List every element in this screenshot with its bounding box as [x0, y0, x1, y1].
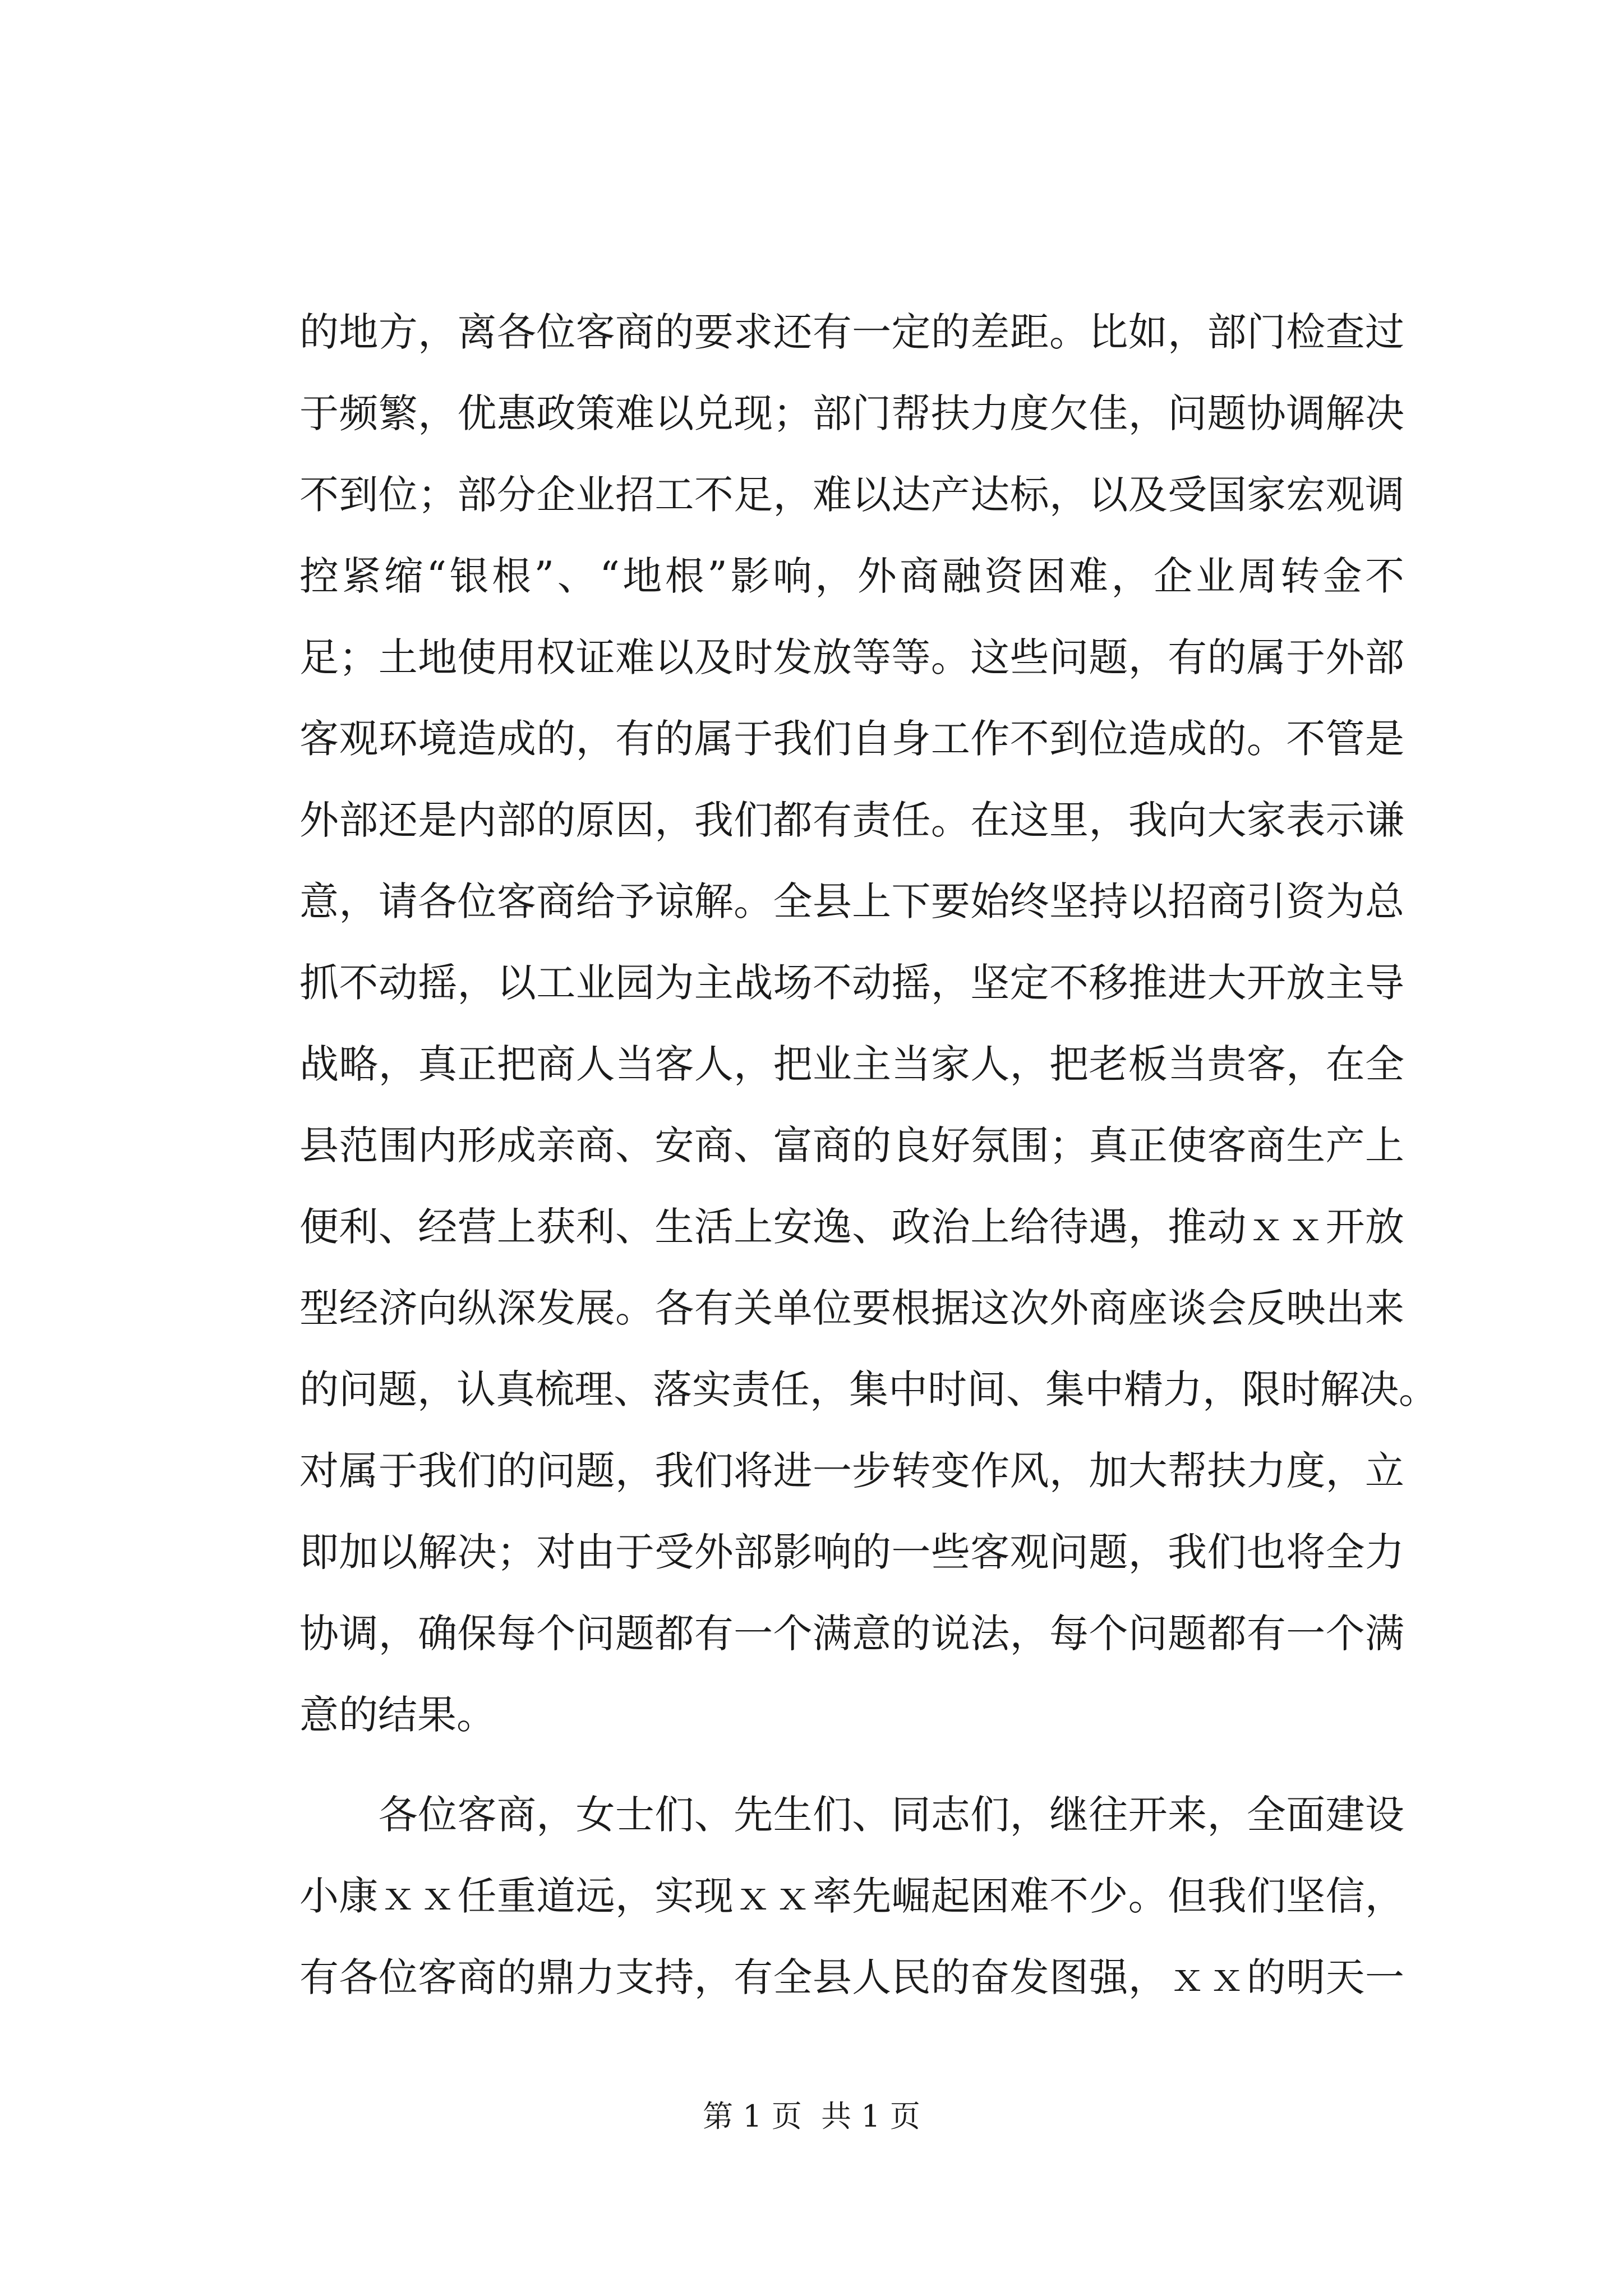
text-line: 型经济向纵深发展。各有关单位要根据这次外商座谈会反映出来 — [299, 1285, 1404, 1331]
text-line: 战略，真正把商人当客人，把业主当家人，把老板当贵客，在全 — [299, 1041, 1404, 1087]
paragraph — [299, 292, 1438, 1756]
text-line: 抓不动摇，以工业园为主战场不动摇，坚定不移推进大开放主导 — [299, 960, 1404, 1006]
text-line: 控紧缩“银根”、“地根”影响，外商融资困难，企业周转金不 — [299, 553, 1404, 599]
text-line: 足；土地使用权证难以及时发放等等。这些问题，有的属于外部 — [299, 634, 1404, 680]
paragraph-spacing — [299, 1756, 1404, 1774]
text-line: 即加以解决；对由于受外部影响的一些客观问题，我们也将全力 — [299, 1529, 1404, 1575]
text-line: 不到位；部分企业招工不足，难以达产达标，以及受国家宏观调 — [299, 472, 1404, 518]
page-footer: 第 1 页 共 1 页 — [703, 2099, 920, 2134]
text-line: 小康ｘｘ任重道远，实现ｘｘ率先崛起困难不少。但我们坚信， — [299, 1873, 1404, 1919]
text-line: 各位客商，女士们、先生们、同志们，继往开来，全面建设 — [299, 1792, 1404, 1838]
text-line: 于频繁，优惠政策难以兑现；部门帮扶力度欠佳，问题协调解决 — [299, 390, 1404, 436]
text-line: 对属于我们的问题，我们将进一步转变作风，加大帮扶力度，立 — [299, 1448, 1404, 1494]
text-line: 协调，确保每个问题都有一个满意的说法，每个问题都有一个满 — [299, 1611, 1404, 1657]
text-line: 有各位客商的鼎力支持，有全县人民的奋发图强，ｘｘ的明天一 — [299, 1954, 1404, 2000]
text-line: 外部还是内部的原因，我们都有责任。在这里，我向大家表示谦 — [299, 797, 1404, 843]
text-line: 的问题，认真梳理、落实责任，集中时间、集中精力，限时解决。 — [299, 1366, 1438, 1412]
text-line: 县范围内形成亲商、安商、富商的良好氛围；真正使客商生产上 — [299, 1122, 1404, 1168]
text-line: 便利、经营上获利、生活上安逸、政治上给待遇，推动ｘｘ开放 — [299, 1204, 1404, 1250]
text-line: 意，请各位客商给予谅解。全县上下要始终坚持以招商引资为总 — [299, 878, 1404, 924]
text-line: 意的结果。 — [299, 1692, 496, 1738]
text-line: 客观环境造成的，有的属于我们自身工作不到位造成的。不管是 — [299, 716, 1404, 762]
paragraph — [299, 1774, 1404, 2018]
text-line: 的地方，离各位客商的要求还有一定的差距。比如，部门检查过 — [299, 309, 1404, 355]
document-body — [299, 292, 1438, 2018]
